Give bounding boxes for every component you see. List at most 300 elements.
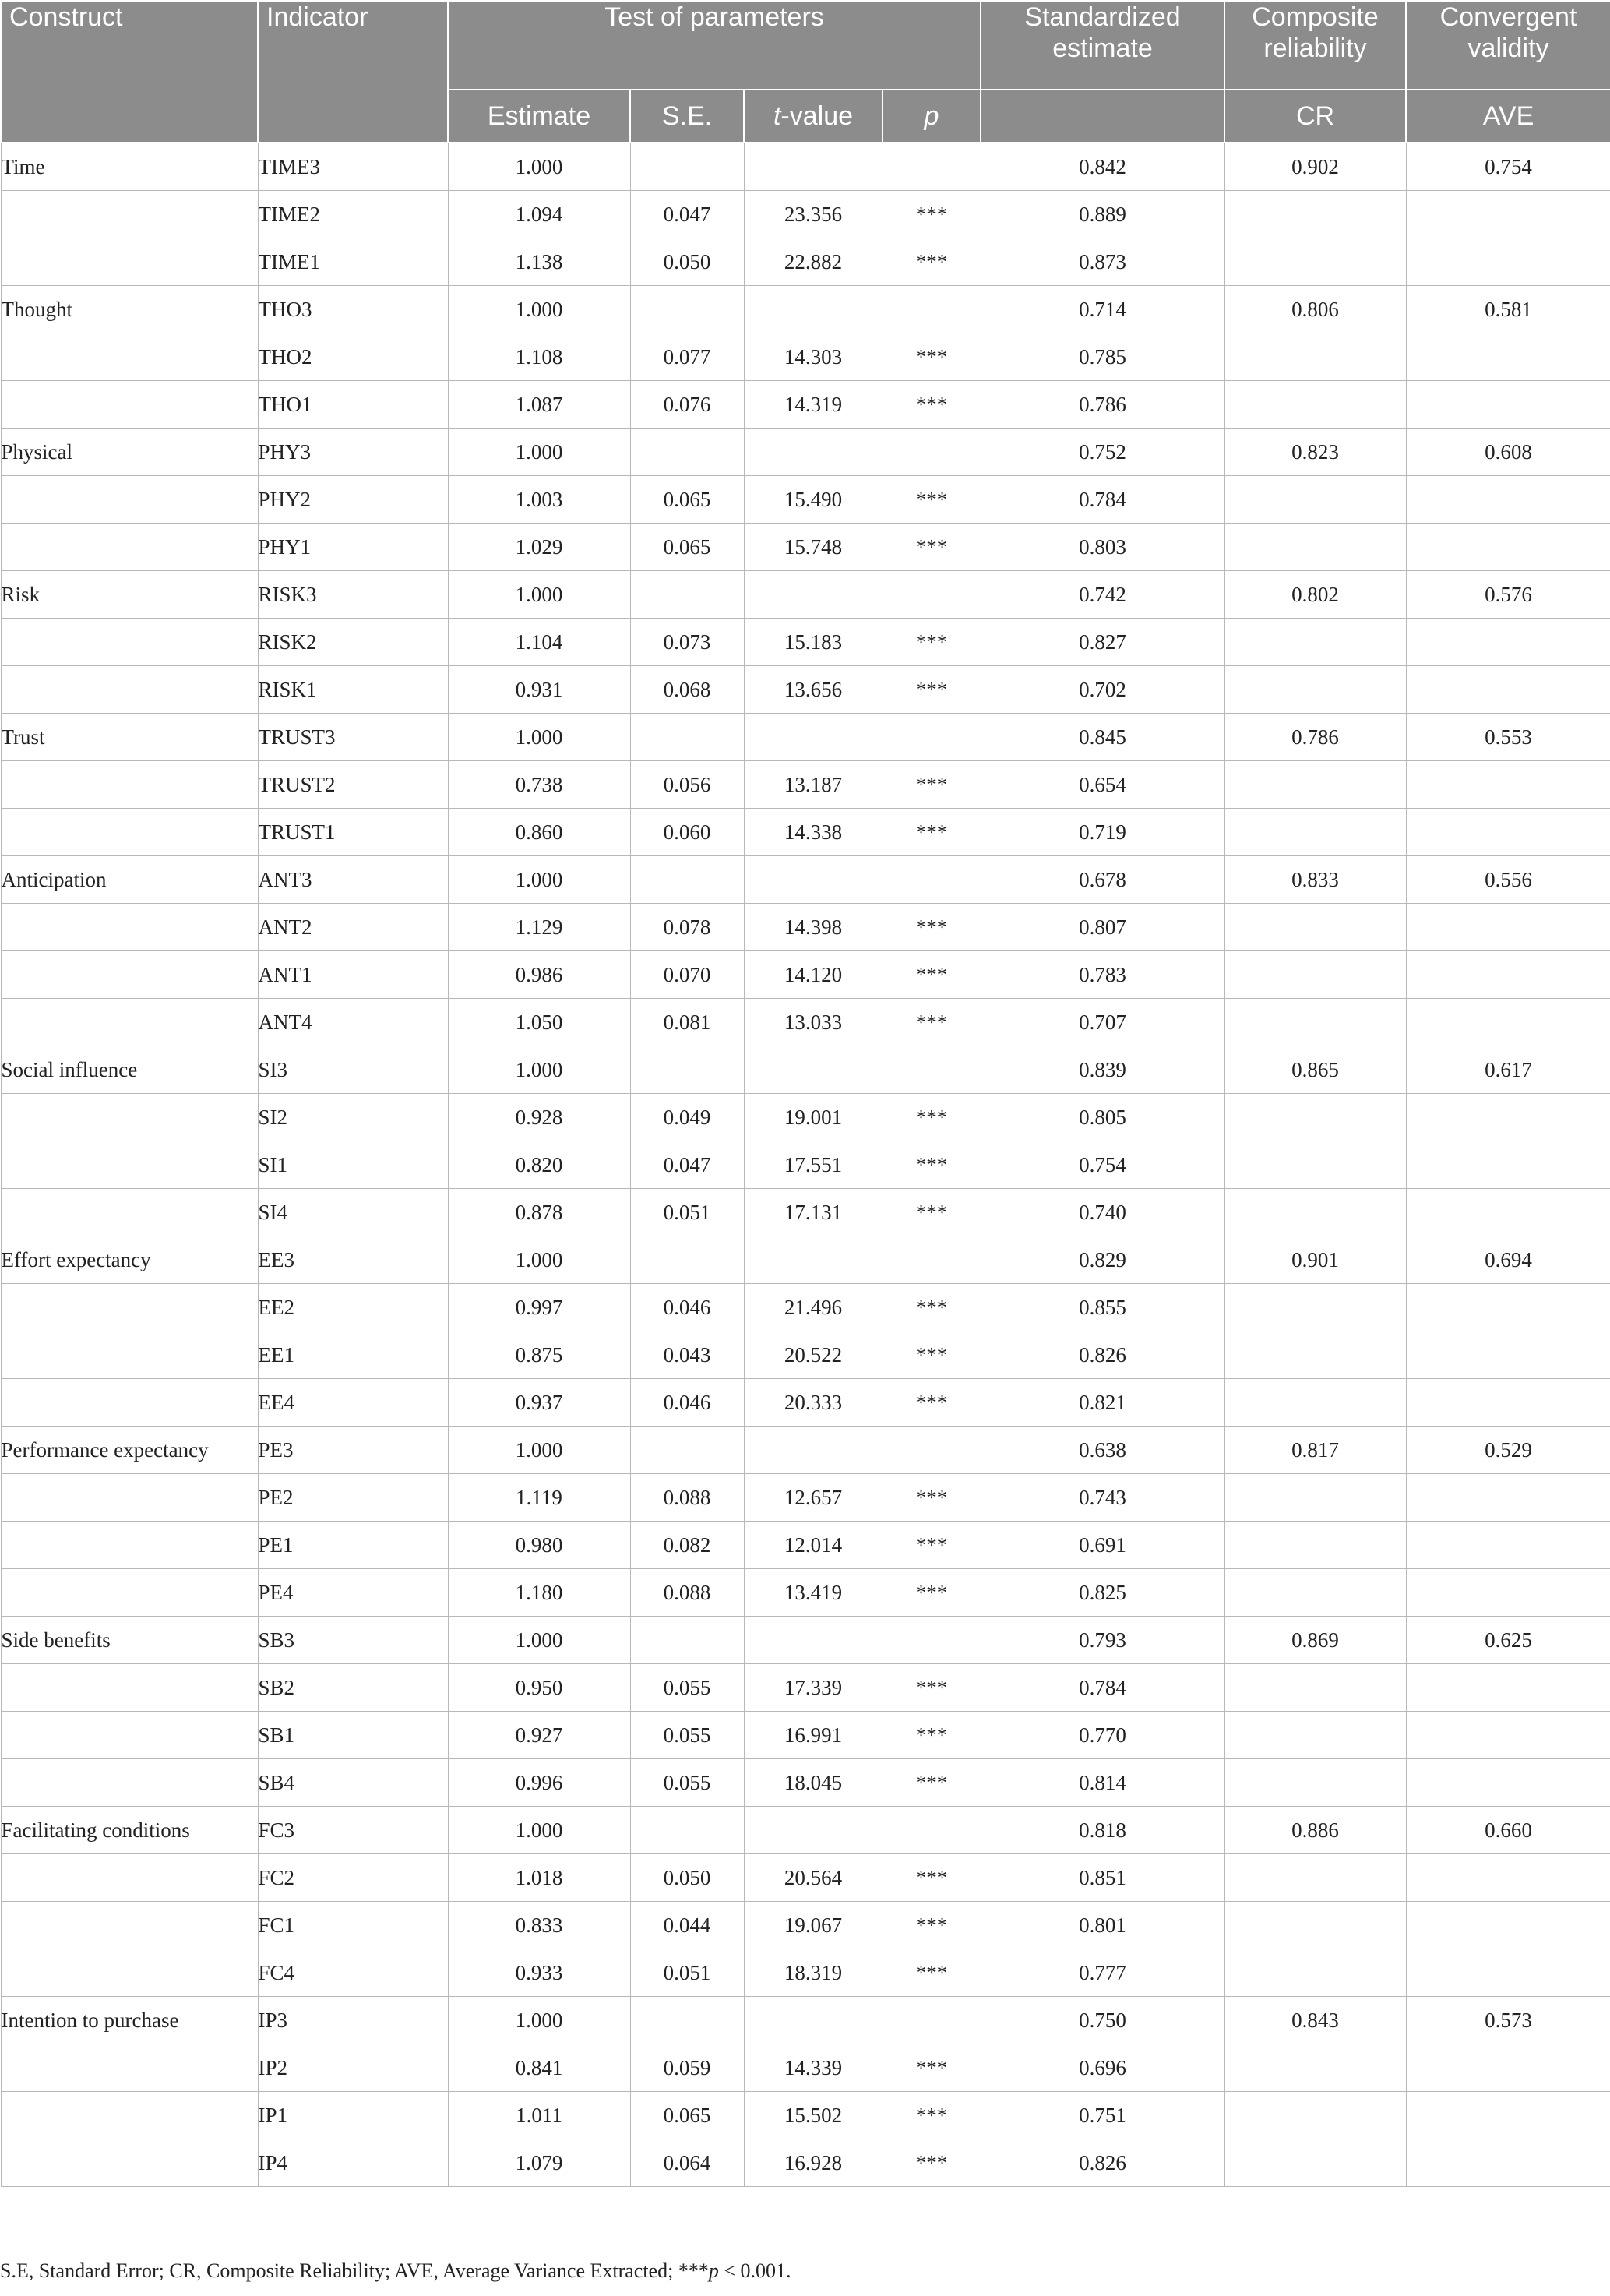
ave-cell bbox=[1406, 191, 1610, 238]
standardized-estimate-cell: 0.654 bbox=[981, 761, 1224, 809]
t-value-cell: 18.045 bbox=[744, 1759, 883, 1807]
t-value-cell: 14.303 bbox=[744, 333, 883, 381]
se-cell: 0.046 bbox=[630, 1379, 744, 1427]
construct-cell bbox=[1, 333, 258, 381]
estimate-cell: 0.937 bbox=[448, 1379, 630, 1427]
estimate-cell: 1.079 bbox=[448, 2139, 630, 2187]
p-cell bbox=[883, 714, 981, 761]
cr-cell bbox=[1224, 1094, 1406, 1141]
estimate-cell: 0.997 bbox=[448, 1284, 630, 1331]
estimate-cell: 0.860 bbox=[448, 809, 630, 856]
table-row bbox=[1, 238, 1610, 286]
footnote-p: p bbox=[708, 2259, 719, 2282]
se-cell: 0.050 bbox=[630, 238, 744, 286]
table-row bbox=[1, 286, 1610, 333]
p-cell: *** bbox=[883, 1569, 981, 1617]
table-row bbox=[1, 761, 1610, 809]
se-cell: 0.060 bbox=[630, 809, 744, 856]
p-cell: *** bbox=[883, 1189, 981, 1236]
indicator-cell: IP4 bbox=[258, 2139, 448, 2187]
header-cr: CR bbox=[1224, 90, 1406, 143]
se-cell bbox=[630, 1236, 744, 1284]
construct-cell: Physical bbox=[1, 429, 258, 476]
se-cell: 0.073 bbox=[630, 619, 744, 666]
t-value-cell bbox=[744, 1807, 883, 1854]
ave-cell bbox=[1406, 524, 1610, 571]
construct-cell: Side benefits bbox=[1, 1617, 258, 1664]
construct-cell bbox=[1, 1474, 258, 1522]
t-value-cell: 14.120 bbox=[744, 951, 883, 999]
estimate-cell: 1.000 bbox=[448, 1617, 630, 1664]
header-standardized-estimate: Standardized estimate bbox=[981, 1, 1224, 90]
cr-cell bbox=[1224, 1569, 1406, 1617]
estimate-cell: 0.820 bbox=[448, 1141, 630, 1189]
ave-cell bbox=[1406, 1759, 1610, 1807]
p-cell: *** bbox=[883, 951, 981, 999]
indicator-cell: ANT1 bbox=[258, 951, 448, 999]
footnote-text: S.E, Standard Error; CR, Composite Reliability; AVE, Average Variance Extracted; *** bbox=[0, 2259, 709, 2282]
table-row bbox=[1, 2092, 1610, 2139]
estimate-cell: 0.996 bbox=[448, 1759, 630, 1807]
table-row bbox=[1, 1807, 1610, 1854]
indicator-cell: PE1 bbox=[258, 1522, 448, 1569]
p-cell bbox=[883, 571, 981, 619]
indicator-cell: ANT3 bbox=[258, 856, 448, 904]
indicator-cell: ANT4 bbox=[258, 999, 448, 1046]
standardized-estimate-cell: 0.839 bbox=[981, 1046, 1224, 1094]
construct-cell: Thought bbox=[1, 286, 258, 333]
se-cell: 0.050 bbox=[630, 1854, 744, 1902]
construct-cell bbox=[1, 1189, 258, 1236]
construct-cell bbox=[1, 1522, 258, 1569]
table-row bbox=[1, 999, 1610, 1046]
construct-cell bbox=[1, 1759, 258, 1807]
standardized-estimate-cell: 0.842 bbox=[981, 143, 1224, 191]
ave-cell bbox=[1406, 619, 1610, 666]
table-row bbox=[1, 1474, 1610, 1522]
indicator-cell: SI2 bbox=[258, 1094, 448, 1141]
table-row bbox=[1, 1712, 1610, 1759]
t-value-cell: 17.551 bbox=[744, 1141, 883, 1189]
standardized-estimate-cell: 0.814 bbox=[981, 1759, 1224, 1807]
table-row bbox=[1, 1522, 1610, 1569]
standardized-estimate-cell: 0.783 bbox=[981, 951, 1224, 999]
se-cell bbox=[630, 1807, 744, 1854]
table-row bbox=[1, 951, 1610, 999]
table-row bbox=[1, 429, 1610, 476]
header-construct: Construct bbox=[1, 1, 258, 143]
ave-cell bbox=[1406, 1331, 1610, 1379]
standardized-estimate-cell: 0.826 bbox=[981, 1331, 1224, 1379]
se-cell: 0.088 bbox=[630, 1474, 744, 1522]
se-cell bbox=[630, 1997, 744, 2044]
construct-cell: Trust bbox=[1, 714, 258, 761]
estimate-cell: 0.933 bbox=[448, 1949, 630, 1997]
indicator-cell: THO1 bbox=[258, 381, 448, 429]
ave-cell: 0.608 bbox=[1406, 429, 1610, 476]
t-value-cell: 12.014 bbox=[744, 1522, 883, 1569]
estimate-cell: 1.000 bbox=[448, 1236, 630, 1284]
se-cell: 0.047 bbox=[630, 191, 744, 238]
estimate-cell: 0.833 bbox=[448, 1902, 630, 1949]
t-value-cell: 17.339 bbox=[744, 1664, 883, 1712]
se-cell: 0.077 bbox=[630, 333, 744, 381]
se-cell: 0.059 bbox=[630, 2044, 744, 2092]
se-cell bbox=[630, 571, 744, 619]
se-cell: 0.076 bbox=[630, 381, 744, 429]
t-value-cell: 15.502 bbox=[744, 2092, 883, 2139]
estimate-cell: 1.180 bbox=[448, 1569, 630, 1617]
indicator-cell: TRUST1 bbox=[258, 809, 448, 856]
p-cell bbox=[883, 1046, 981, 1094]
header-p-italic: p bbox=[924, 101, 939, 131]
standardized-estimate-cell: 0.754 bbox=[981, 1141, 1224, 1189]
p-cell: *** bbox=[883, 1094, 981, 1141]
ave-cell: 0.581 bbox=[1406, 286, 1610, 333]
p-cell: *** bbox=[883, 904, 981, 951]
se-cell: 0.070 bbox=[630, 951, 744, 999]
table-row bbox=[1, 1236, 1610, 1284]
header-std-blank bbox=[981, 90, 1224, 143]
t-value-cell: 14.339 bbox=[744, 2044, 883, 2092]
estimate-cell: 1.108 bbox=[448, 333, 630, 381]
standardized-estimate-cell: 0.807 bbox=[981, 904, 1224, 951]
indicator-cell: SI3 bbox=[258, 1046, 448, 1094]
standardized-estimate-cell: 0.803 bbox=[981, 524, 1224, 571]
construct-cell bbox=[1, 619, 258, 666]
estimate-cell: 0.931 bbox=[448, 666, 630, 714]
standardized-estimate-cell: 0.752 bbox=[981, 429, 1224, 476]
estimate-cell: 1.000 bbox=[448, 429, 630, 476]
estimate-cell: 0.927 bbox=[448, 1712, 630, 1759]
construct-cell bbox=[1, 524, 258, 571]
table-row bbox=[1, 524, 1610, 571]
construct-cell bbox=[1, 1331, 258, 1379]
p-cell: *** bbox=[883, 476, 981, 524]
ave-cell bbox=[1406, 381, 1610, 429]
cr-cell bbox=[1224, 1284, 1406, 1331]
standardized-estimate-cell: 0.786 bbox=[981, 381, 1224, 429]
estimate-cell: 1.029 bbox=[448, 524, 630, 571]
cr-cell bbox=[1224, 191, 1406, 238]
construct-cell: Intention to purchase bbox=[1, 1997, 258, 2044]
se-cell: 0.088 bbox=[630, 1569, 744, 1617]
p-cell bbox=[883, 143, 981, 191]
se-cell bbox=[630, 1046, 744, 1094]
ave-cell bbox=[1406, 999, 1610, 1046]
construct-cell bbox=[1, 1854, 258, 1902]
header-se: S.E. bbox=[630, 90, 744, 143]
p-cell: *** bbox=[883, 1474, 981, 1522]
t-value-cell: 13.033 bbox=[744, 999, 883, 1046]
ave-cell bbox=[1406, 1094, 1610, 1141]
cr-cell bbox=[1224, 1189, 1406, 1236]
ave-cell bbox=[1406, 1949, 1610, 1997]
p-cell bbox=[883, 1807, 981, 1854]
se-cell: 0.043 bbox=[630, 1331, 744, 1379]
se-cell: 0.078 bbox=[630, 904, 744, 951]
p-cell: *** bbox=[883, 1712, 981, 1759]
t-value-cell: 19.067 bbox=[744, 1902, 883, 1949]
ave-cell bbox=[1406, 2092, 1610, 2139]
t-value-cell: 20.522 bbox=[744, 1331, 883, 1379]
se-cell: 0.055 bbox=[630, 1664, 744, 1712]
p-cell: *** bbox=[883, 761, 981, 809]
standardized-estimate-cell: 0.873 bbox=[981, 238, 1224, 286]
p-cell: *** bbox=[883, 2044, 981, 2092]
cr-cell bbox=[1224, 1664, 1406, 1712]
construct-cell bbox=[1, 476, 258, 524]
table-row bbox=[1, 1902, 1610, 1949]
se-cell: 0.082 bbox=[630, 1522, 744, 1569]
t-value-cell: 20.333 bbox=[744, 1379, 883, 1427]
ave-cell bbox=[1406, 1664, 1610, 1712]
t-value-cell: 15.748 bbox=[744, 524, 883, 571]
indicator-cell: PE2 bbox=[258, 1474, 448, 1522]
cr-cell: 0.786 bbox=[1224, 714, 1406, 761]
indicator-cell: PHY3 bbox=[258, 429, 448, 476]
t-value-cell: 20.564 bbox=[744, 1854, 883, 1902]
standardized-estimate-cell: 0.750 bbox=[981, 1997, 1224, 2044]
cr-cell bbox=[1224, 761, 1406, 809]
p-cell: *** bbox=[883, 381, 981, 429]
cr-cell: 0.901 bbox=[1224, 1236, 1406, 1284]
construct-cell bbox=[1, 2092, 258, 2139]
cr-cell bbox=[1224, 619, 1406, 666]
t-value-cell bbox=[744, 1427, 883, 1474]
standardized-estimate-cell: 0.702 bbox=[981, 666, 1224, 714]
cr-cell: 0.865 bbox=[1224, 1046, 1406, 1094]
table-body bbox=[1, 143, 1610, 2187]
indicator-cell: FC1 bbox=[258, 1902, 448, 1949]
ave-cell bbox=[1406, 1712, 1610, 1759]
se-cell: 0.051 bbox=[630, 1949, 744, 1997]
ave-cell: 0.660 bbox=[1406, 1807, 1610, 1854]
se-cell bbox=[630, 143, 744, 191]
p-cell: *** bbox=[883, 1379, 981, 1427]
ave-cell bbox=[1406, 1854, 1610, 1902]
table-row bbox=[1, 619, 1610, 666]
ave-cell: 0.625 bbox=[1406, 1617, 1610, 1664]
estimate-cell: 1.003 bbox=[448, 476, 630, 524]
construct-cell bbox=[1, 999, 258, 1046]
cr-cell bbox=[1224, 2139, 1406, 2187]
p-cell: *** bbox=[883, 809, 981, 856]
indicator-cell: EE2 bbox=[258, 1284, 448, 1331]
estimate-cell: 1.129 bbox=[448, 904, 630, 951]
p-cell bbox=[883, 1997, 981, 2044]
standardized-estimate-cell: 0.845 bbox=[981, 714, 1224, 761]
standardized-estimate-cell: 0.827 bbox=[981, 619, 1224, 666]
t-value-cell: 12.657 bbox=[744, 1474, 883, 1522]
standardized-estimate-cell: 0.784 bbox=[981, 1664, 1224, 1712]
standardized-estimate-cell: 0.743 bbox=[981, 1474, 1224, 1522]
header-test-of-parameters: Test of parameters bbox=[448, 1, 981, 90]
standardized-estimate-cell: 0.777 bbox=[981, 1949, 1224, 1997]
estimate-cell: 0.986 bbox=[448, 951, 630, 999]
standardized-estimate-cell: 0.801 bbox=[981, 1902, 1224, 1949]
se-cell bbox=[630, 714, 744, 761]
indicator-cell: IP3 bbox=[258, 1997, 448, 2044]
cr-cell bbox=[1224, 1474, 1406, 1522]
header-indicator: Indicator bbox=[258, 1, 448, 143]
standardized-estimate-cell: 0.818 bbox=[981, 1807, 1224, 1854]
ave-cell bbox=[1406, 951, 1610, 999]
standardized-estimate-cell: 0.691 bbox=[981, 1522, 1224, 1569]
se-cell: 0.049 bbox=[630, 1094, 744, 1141]
se-cell bbox=[630, 286, 744, 333]
cr-cell bbox=[1224, 1522, 1406, 1569]
standardized-estimate-cell: 0.719 bbox=[981, 809, 1224, 856]
ave-cell bbox=[1406, 1379, 1610, 1427]
t-value-cell: 23.356 bbox=[744, 191, 883, 238]
table-row bbox=[1, 1854, 1610, 1902]
construct-cell bbox=[1, 1284, 258, 1331]
ave-cell bbox=[1406, 761, 1610, 809]
se-cell: 0.064 bbox=[630, 2139, 744, 2187]
ave-cell: 0.617 bbox=[1406, 1046, 1610, 1094]
cr-cell bbox=[1224, 333, 1406, 381]
t-value-cell: 16.928 bbox=[744, 2139, 883, 2187]
ave-cell bbox=[1406, 809, 1610, 856]
se-cell: 0.055 bbox=[630, 1712, 744, 1759]
indicator-cell: TIME3 bbox=[258, 143, 448, 191]
estimate-cell: 0.738 bbox=[448, 761, 630, 809]
table-row bbox=[1, 1997, 1610, 2044]
table-row bbox=[1, 1569, 1610, 1617]
se-cell bbox=[630, 1617, 744, 1664]
p-cell bbox=[883, 1236, 981, 1284]
ave-cell bbox=[1406, 1141, 1610, 1189]
construct-cell bbox=[1, 191, 258, 238]
cr-cell bbox=[1224, 1759, 1406, 1807]
estimate-cell: 1.000 bbox=[448, 1807, 630, 1854]
t-value-cell: 15.183 bbox=[744, 619, 883, 666]
se-cell: 0.056 bbox=[630, 761, 744, 809]
cr-cell bbox=[1224, 238, 1406, 286]
p-cell: *** bbox=[883, 666, 981, 714]
t-value-cell bbox=[744, 856, 883, 904]
p-cell bbox=[883, 1427, 981, 1474]
standardized-estimate-cell: 0.696 bbox=[981, 2044, 1224, 2092]
estimate-cell: 1.000 bbox=[448, 1427, 630, 1474]
header-p bbox=[883, 90, 981, 143]
t-value-cell bbox=[744, 1997, 883, 2044]
indicator-cell: IP2 bbox=[258, 2044, 448, 2092]
indicator-cell: RISK3 bbox=[258, 571, 448, 619]
standardized-estimate-cell: 0.678 bbox=[981, 856, 1224, 904]
t-value-cell: 21.496 bbox=[744, 1284, 883, 1331]
standardized-estimate-cell: 0.742 bbox=[981, 571, 1224, 619]
ave-cell: 0.754 bbox=[1406, 143, 1610, 191]
indicator-cell: TRUST2 bbox=[258, 761, 448, 809]
indicator-cell: IP1 bbox=[258, 2092, 448, 2139]
standardized-estimate-cell: 0.770 bbox=[981, 1712, 1224, 1759]
ave-cell: 0.529 bbox=[1406, 1427, 1610, 1474]
se-cell: 0.065 bbox=[630, 476, 744, 524]
footnote-rest: < 0.001. bbox=[718, 2259, 791, 2282]
table-row bbox=[1, 1046, 1610, 1094]
cr-cell: 0.802 bbox=[1224, 571, 1406, 619]
se-cell bbox=[630, 856, 744, 904]
ave-cell: 0.553 bbox=[1406, 714, 1610, 761]
indicator-cell: SB2 bbox=[258, 1664, 448, 1712]
indicator-cell: SI1 bbox=[258, 1141, 448, 1189]
table-row bbox=[1, 666, 1610, 714]
header-ave: AVE bbox=[1406, 90, 1610, 143]
t-value-cell bbox=[744, 714, 883, 761]
cr-cell: 0.817 bbox=[1224, 1427, 1406, 1474]
p-cell: *** bbox=[883, 619, 981, 666]
construct-cell bbox=[1, 238, 258, 286]
construct-cell: Time bbox=[1, 143, 258, 191]
p-cell: *** bbox=[883, 999, 981, 1046]
header-t-value bbox=[744, 90, 883, 143]
ave-cell bbox=[1406, 1474, 1610, 1522]
p-cell bbox=[883, 429, 981, 476]
standardized-estimate-cell: 0.851 bbox=[981, 1854, 1224, 1902]
construct-cell bbox=[1, 951, 258, 999]
indicator-cell: TIME1 bbox=[258, 238, 448, 286]
cr-cell: 0.823 bbox=[1224, 429, 1406, 476]
estimate-cell: 1.087 bbox=[448, 381, 630, 429]
p-cell: *** bbox=[883, 2092, 981, 2139]
se-cell: 0.065 bbox=[630, 2092, 744, 2139]
indicator-cell: FC3 bbox=[258, 1807, 448, 1854]
table-footnote bbox=[0, 2259, 791, 2283]
construct-cell bbox=[1, 1664, 258, 1712]
cr-cell bbox=[1224, 666, 1406, 714]
cr-cell: 0.869 bbox=[1224, 1617, 1406, 1664]
construct-cell bbox=[1, 2044, 258, 2092]
standardized-estimate-cell: 0.826 bbox=[981, 2139, 1224, 2187]
indicator-cell: ANT2 bbox=[258, 904, 448, 951]
ave-cell: 0.573 bbox=[1406, 1997, 1610, 2044]
table-row bbox=[1, 1141, 1610, 1189]
header-composite-reliability: Composite reliability bbox=[1224, 1, 1406, 90]
header-row-top bbox=[1, 1, 1610, 90]
indicator-cell: SB4 bbox=[258, 1759, 448, 1807]
indicator-cell: PE4 bbox=[258, 1569, 448, 1617]
p-cell: *** bbox=[883, 524, 981, 571]
ave-cell: 0.694 bbox=[1406, 1236, 1610, 1284]
t-value-cell: 18.319 bbox=[744, 1949, 883, 1997]
table-row bbox=[1, 904, 1610, 951]
table-row bbox=[1, 1284, 1610, 1331]
table-row bbox=[1, 1617, 1610, 1664]
t-value-cell: 14.398 bbox=[744, 904, 883, 951]
p-cell: *** bbox=[883, 1759, 981, 1807]
t-value-cell: 17.131 bbox=[744, 1189, 883, 1236]
ave-cell bbox=[1406, 333, 1610, 381]
ave-cell bbox=[1406, 1569, 1610, 1617]
construct-cell: Social influence bbox=[1, 1046, 258, 1094]
cr-cell bbox=[1224, 999, 1406, 1046]
cr-cell bbox=[1224, 1854, 1406, 1902]
construct-cell bbox=[1, 666, 258, 714]
estimate-cell: 1.094 bbox=[448, 191, 630, 238]
p-cell bbox=[883, 1617, 981, 1664]
table-row bbox=[1, 856, 1610, 904]
t-value-cell bbox=[744, 571, 883, 619]
se-cell: 0.081 bbox=[630, 999, 744, 1046]
cr-cell bbox=[1224, 904, 1406, 951]
t-value-cell: 19.001 bbox=[744, 1094, 883, 1141]
t-value-cell bbox=[744, 286, 883, 333]
table-row bbox=[1, 1379, 1610, 1427]
standardized-estimate-cell: 0.638 bbox=[981, 1427, 1224, 1474]
construct-cell bbox=[1, 1902, 258, 1949]
